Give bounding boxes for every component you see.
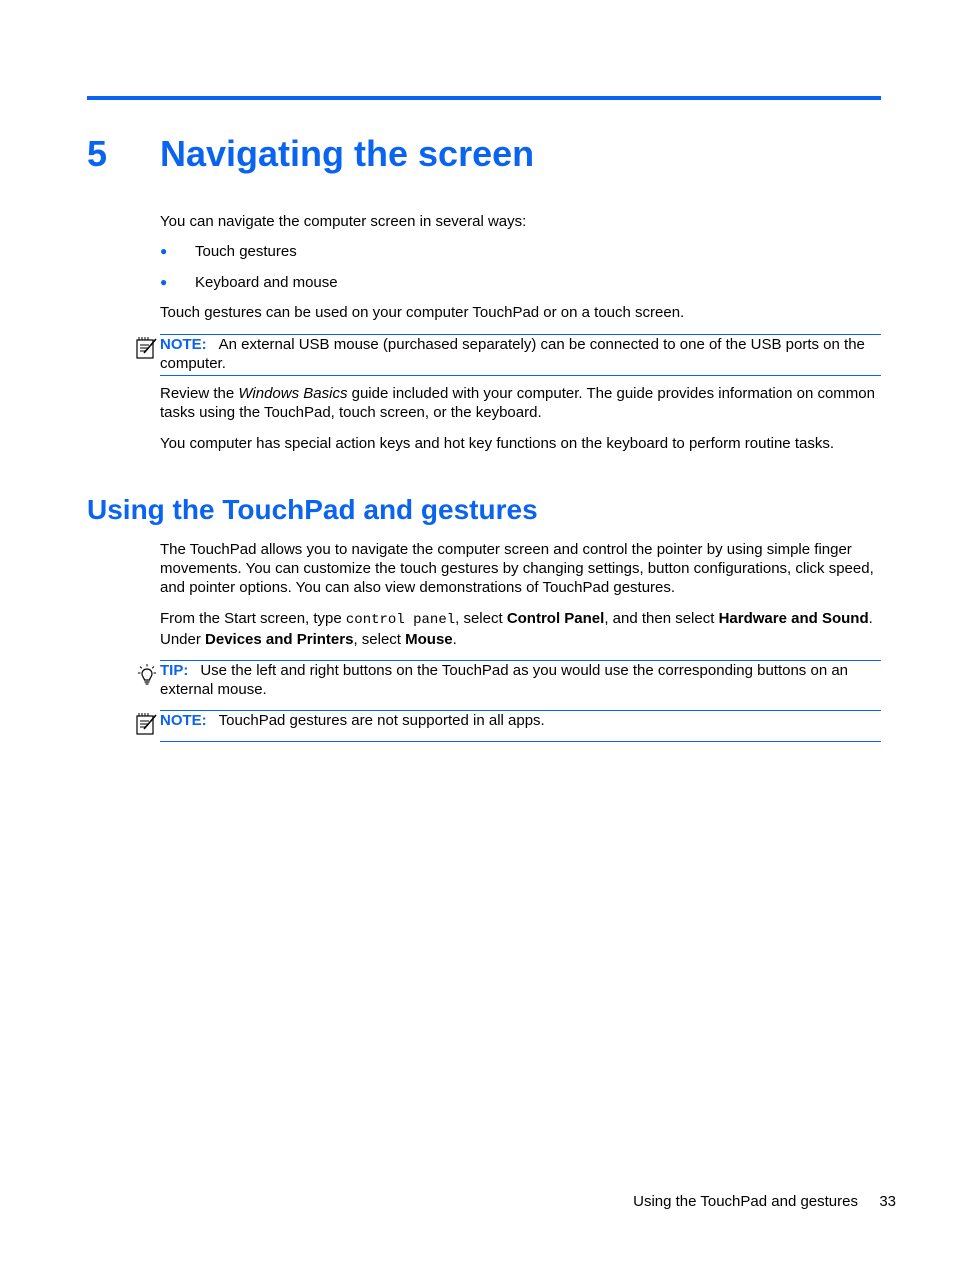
tip-label: TIP:	[160, 662, 189, 679]
action-keys-text: You computer has special action keys and hot key functions on the keyboard to perform routine tasks.	[160, 435, 834, 452]
tip-box	[160, 660, 881, 699]
list-item-text: Keyboard and mouse	[195, 274, 338, 291]
page-number: 33	[879, 1193, 896, 1210]
note-text: TouchPad gestures are not supported in all apps.	[218, 712, 545, 729]
note-text: An external USB mouse (purchased separately) can be connected to one of the USB ports on the computer.	[160, 336, 865, 372]
note-icon	[135, 712, 159, 736]
lightbulb-icon	[135, 663, 159, 687]
steps-text: , select	[455, 610, 507, 627]
chapter-title: Navigating the screen	[160, 133, 535, 175]
review-text-start: Review the	[160, 385, 239, 402]
steps-text: From the Start screen, type	[160, 610, 346, 627]
note-icon	[135, 336, 159, 360]
note-label: NOTE:	[160, 712, 207, 729]
chapter-number: 5	[87, 133, 108, 175]
section-heading: Using the TouchPad and gestures	[87, 494, 538, 525]
bullet-icon: ●	[160, 275, 168, 289]
note-label: NOTE:	[160, 336, 207, 353]
tip-text: Use the left and right buttons on the TouchPad as you would use the corresponding buttons on an external mouse.	[160, 662, 849, 698]
control-panel-code: control panel	[345, 612, 456, 628]
windows-basics-title: Windows Basics	[238, 385, 348, 402]
intro-lead: You can navigate the computer screen in several ways:	[160, 213, 527, 230]
steps-text: .	[452, 631, 457, 648]
mouse-term: Mouse	[405, 631, 453, 648]
footer-title: Using the TouchPad and gestures	[633, 1193, 858, 1210]
page-footer	[0, 1192, 954, 1212]
control-panel-steps	[160, 609, 882, 649]
bullet-icon: ●	[160, 244, 168, 258]
steps-text: , select	[353, 631, 406, 648]
devices-and-printers-term: Devices and Printers	[205, 631, 354, 648]
note-box	[160, 334, 881, 376]
steps-text: . Under	[160, 610, 873, 648]
chapter-rule	[87, 96, 881, 100]
control-panel-term: Control Panel	[506, 610, 605, 627]
note-box	[160, 710, 881, 742]
hardware-and-sound-term: Hardware and Sound	[718, 610, 869, 627]
steps-text: , and then select	[604, 610, 719, 627]
touch-gestures-text: Touch gestures can be used on your computer TouchPad or on a touch screen.	[160, 304, 685, 321]
list-item-text: Touch gestures	[195, 243, 297, 260]
review-text	[160, 384, 882, 422]
review-text-end: guide included with your computer. The guide provides information on common tasks using the TouchPad, touch screen, or the keyboard.	[160, 385, 875, 421]
section-body: The TouchPad allows you to navigate the computer screen and control the pointer by using simple finger movements. You can customize the touch gestures by changing settings, button configurations, click speed, and pointer options. You can also view demonstrations of TouchPad gestures.	[160, 541, 874, 596]
